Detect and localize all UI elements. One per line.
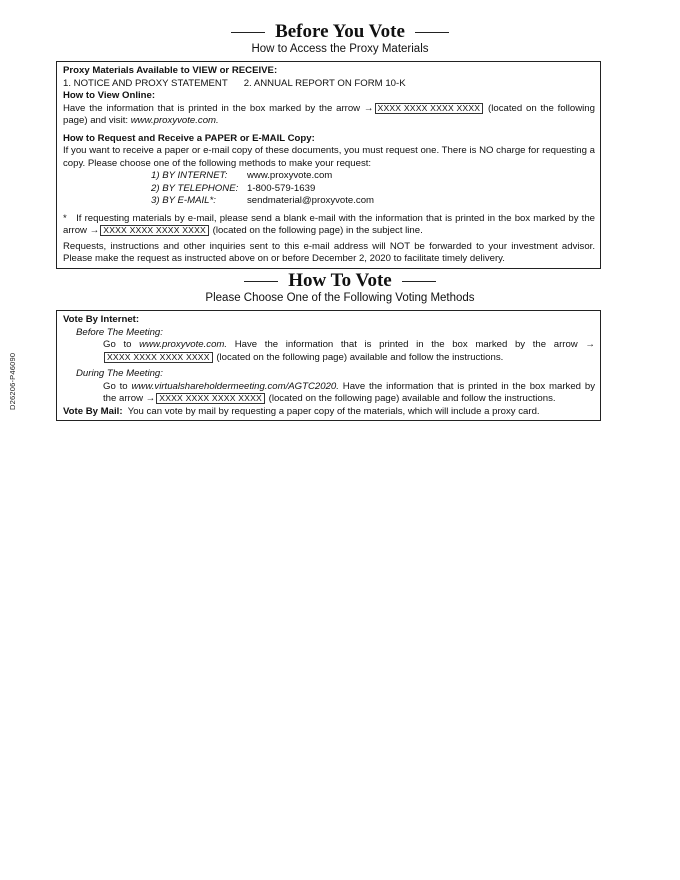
control-number-box: XXXX XXXX XXXX XXXX	[104, 352, 213, 363]
vote-by-mail-text: You can vote by mail by requesting a paper copy of the materials, which will include a proxy card.	[127, 405, 540, 417]
before-text-b: Have the information that is printed in the box marked by the arrow	[234, 339, 578, 350]
proxyvote-link[interactable]: www.proxyvote.com.	[139, 339, 228, 350]
request-method-email	[63, 195, 595, 208]
how-to-vote-subtitle: Please Choose One of the Following Voting Methods	[205, 292, 475, 304]
arrow-icon: →	[89, 225, 100, 236]
material-item: 1. NOTICE AND PROXY STATEMENT	[63, 77, 228, 89]
footnote-text-a: If requesting materials by e-mail, please send a blank e-mail with the information that is printed in the box marked by the arrow	[63, 212, 595, 236]
before-meeting-label: Before The Meeting:	[76, 326, 163, 338]
request-method-telephone	[63, 183, 595, 196]
vote-by-internet-heading: Vote By Internet:	[63, 314, 140, 325]
materials-list	[63, 78, 595, 91]
during-meeting-text	[63, 381, 595, 406]
heading-rule-right	[402, 281, 436, 282]
method-value[interactable]: www.proxyvote.com	[247, 170, 333, 181]
vote-by-mail	[63, 406, 595, 419]
during-meeting-label: During The Meeting:	[76, 368, 163, 379]
heading-rule-right	[415, 32, 449, 33]
request-text: If you want to receive a paper or e-mail copy of these documents, you must request one. There is NO charge for requesting a copy. Please choose one of the following methods to make your request:	[63, 145, 595, 169]
during-text-c: (located on the following page) available and follow the instructions.	[268, 393, 556, 404]
before-text-c: (located on the following page) available and follow the instructions.	[216, 351, 504, 363]
method-value[interactable]: sendmaterial@proxyvote.com	[247, 195, 375, 206]
heading-rule-left	[244, 281, 278, 282]
footnote-text-b: (located on the following page) in the subject line.	[212, 225, 423, 236]
view-online-heading: How to View Online:	[63, 90, 156, 101]
before-you-vote-subtitle: How to Access the Proxy Materials	[251, 43, 429, 55]
before-meeting-text	[63, 339, 595, 364]
document-code: D26206-P46090	[8, 352, 17, 410]
method-label: 3) BY E-MAIL*:	[151, 195, 216, 206]
view-online-text-b: (located on the following page) and visit:	[63, 102, 595, 126]
during-text-a: Go to	[103, 380, 128, 392]
how-to-vote-title: How To Vote	[288, 270, 392, 291]
materials-available-heading: Proxy Materials Available to VIEW or RECEIVE:	[63, 65, 278, 76]
vote-by-mail-heading: Vote By Mail:	[63, 405, 123, 417]
footnote-star: *	[63, 212, 67, 224]
request-heading: How to Request and Receive a PAPER or E-MAIL Copy:	[63, 132, 315, 144]
arrow-icon: →	[585, 339, 595, 350]
method-label: 1) BY INTERNET:	[151, 170, 228, 181]
control-number-box: XXXX XXXX XXXX XXXX	[156, 393, 265, 404]
arrow-icon: →	[363, 102, 374, 114]
before-you-vote-heading	[0, 22, 680, 56]
request-method-internet	[63, 170, 595, 183]
arrow-icon: →	[145, 393, 156, 404]
proxy-materials-box	[56, 61, 601, 269]
email-footnote	[63, 213, 595, 238]
control-number-box: XXXX XXXX XXXX XXXX	[375, 103, 484, 114]
how-to-vote-heading	[0, 271, 680, 305]
before-text-a: Go to	[103, 339, 132, 350]
control-number-box: XXXX XXXX XXXX XXXX	[100, 225, 209, 236]
method-label: 2) BY TELEPHONE:	[151, 182, 239, 194]
view-online-text	[63, 103, 595, 128]
voting-methods-box	[56, 310, 601, 421]
material-item: 2. ANNUAL REPORT ON FORM 10-K	[243, 77, 406, 89]
requests-note: Requests, instructions and other inquiries sent to this e-mail address will NOT be forwarded to your investment advisor. Please make the request as instructed above on or before December 2, 2020 to facilitate timely delivery.	[63, 240, 595, 264]
virtual-meeting-link[interactable]: www.virtualshareholdermeeting.com/AGTC2020.	[131, 380, 339, 392]
before-you-vote-title: Before You Vote	[275, 21, 405, 42]
method-value[interactable]: 1-800-579-1639	[247, 182, 316, 194]
proxyvote-link[interactable]: www.proxyvote.com.	[130, 115, 219, 126]
heading-rule-left	[231, 32, 265, 33]
view-online-text-a: Have the information that is printed in the box marked by the arrow	[63, 102, 361, 114]
during-text-b: Have the information that is printed in the box marked by the arrow	[103, 380, 595, 404]
